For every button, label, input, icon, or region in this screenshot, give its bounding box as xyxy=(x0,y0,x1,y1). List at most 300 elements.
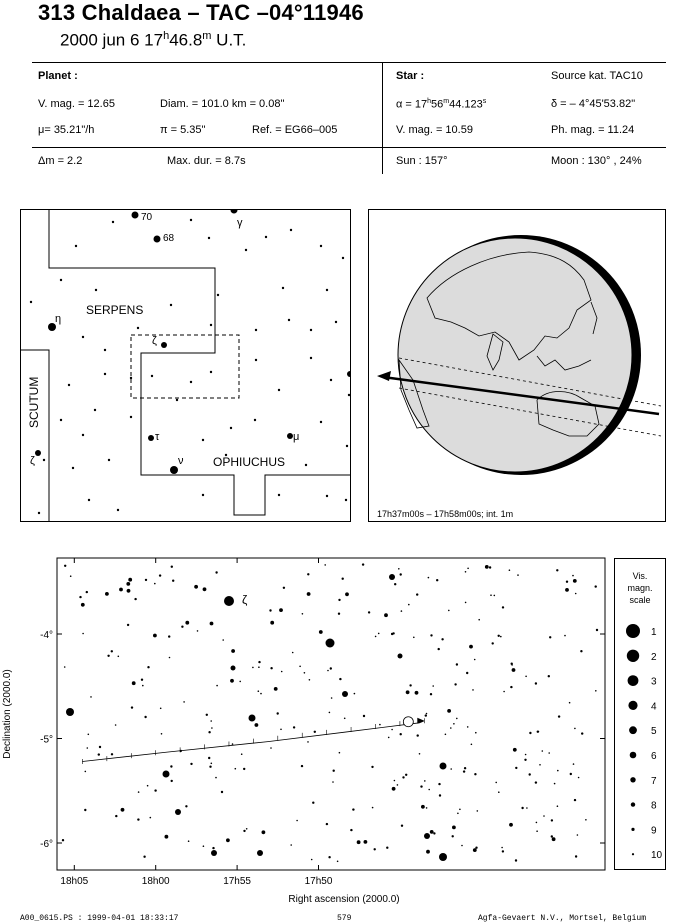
field-star xyxy=(307,741,309,743)
field-star xyxy=(134,598,136,600)
field-star xyxy=(401,610,403,612)
magnitude-label: 5 xyxy=(651,726,657,738)
header-divider xyxy=(382,62,383,174)
field-star xyxy=(111,650,113,652)
field-star xyxy=(144,716,146,718)
finder-star xyxy=(210,371,212,373)
field-star xyxy=(400,573,402,575)
field-star xyxy=(535,682,537,684)
main-chart xyxy=(0,540,608,910)
field-star xyxy=(307,573,309,575)
field-star xyxy=(575,593,577,595)
field-star xyxy=(138,791,140,793)
bright-star xyxy=(389,574,395,580)
bright-star xyxy=(211,850,217,856)
field-star xyxy=(210,622,214,626)
field-star xyxy=(450,768,452,770)
field-star xyxy=(459,809,461,811)
header-top-rule xyxy=(32,62,666,63)
field-star xyxy=(194,585,198,589)
field-star xyxy=(557,770,559,772)
field-star xyxy=(566,581,568,583)
finder-chart-svg xyxy=(21,210,350,521)
field-star xyxy=(465,602,467,604)
field-star xyxy=(260,693,262,695)
field-star xyxy=(425,714,427,716)
finder-star xyxy=(43,459,45,461)
magnitude-dot xyxy=(628,701,637,710)
asteroid-path xyxy=(82,717,424,764)
field-star xyxy=(529,732,531,734)
field-star xyxy=(281,671,283,673)
magnitude-label: 1 xyxy=(651,627,657,638)
field-star xyxy=(210,720,212,722)
star-declination: δ = – 4°45'53.82" xyxy=(551,98,636,110)
field-star xyxy=(401,825,403,827)
field-star xyxy=(428,789,430,791)
field-star xyxy=(457,813,459,815)
field-star xyxy=(215,777,217,779)
field-star xyxy=(62,839,64,841)
field-star xyxy=(511,664,513,666)
field-star xyxy=(438,783,440,785)
planet-parallax: π = 5.35" xyxy=(160,124,206,136)
globe-earth xyxy=(398,238,632,472)
field-star xyxy=(564,635,566,637)
bright-star xyxy=(342,691,348,697)
finder-star xyxy=(208,237,210,239)
finder-star xyxy=(170,304,172,306)
field-star xyxy=(461,845,463,847)
field-star xyxy=(84,809,86,811)
scale-title-2: magn. xyxy=(627,583,653,593)
y-tick-label: -5° xyxy=(40,734,53,746)
field-star xyxy=(169,657,171,659)
field-star xyxy=(296,820,298,822)
field-star xyxy=(345,592,349,596)
field-star xyxy=(426,807,428,809)
field-star xyxy=(388,737,390,739)
magnitude-label: 10 xyxy=(651,850,663,862)
magnitude-label: 6 xyxy=(651,751,657,762)
finder-star xyxy=(230,427,232,429)
field-star xyxy=(111,753,113,755)
finder-stars xyxy=(30,210,350,514)
finder-star xyxy=(132,212,139,219)
field-star xyxy=(465,571,467,573)
field-star xyxy=(490,594,492,596)
page-title: 313 Chaldaea – TAC –04°11946 xyxy=(38,0,364,25)
max-duration: Max. dur. = 8.7s xyxy=(167,155,246,167)
finder-star xyxy=(35,450,41,456)
sun-elongation: Sun : 157° xyxy=(396,155,448,167)
finder-star xyxy=(60,279,62,281)
field-star xyxy=(565,588,569,592)
field-star xyxy=(375,636,377,638)
field-star xyxy=(215,571,217,573)
magnitude-label: 7 xyxy=(651,775,657,787)
field-star xyxy=(368,611,370,613)
footer-page-number: 579 xyxy=(337,914,352,923)
finder-star xyxy=(278,389,280,391)
field-star xyxy=(498,635,500,637)
field-star xyxy=(525,754,527,756)
constellation-ophiuchus: OPHIUCHUS xyxy=(213,455,286,469)
field-star xyxy=(147,666,149,668)
field-star xyxy=(478,619,480,621)
field-star xyxy=(350,829,352,831)
bright-star xyxy=(398,654,403,659)
field-star xyxy=(332,781,334,783)
field-star xyxy=(513,748,517,752)
x-tick-label: 17h55 xyxy=(223,876,252,887)
field-star xyxy=(515,859,517,861)
finder-star xyxy=(112,221,114,223)
field-star xyxy=(415,691,419,695)
field-star xyxy=(105,592,109,596)
field-star xyxy=(453,723,455,725)
field-star xyxy=(319,630,323,634)
field-star xyxy=(498,791,500,793)
main-axes xyxy=(40,558,605,887)
field-star xyxy=(344,718,346,720)
field-star xyxy=(239,681,241,683)
star-heading: Star : xyxy=(396,70,425,82)
field-star xyxy=(159,574,161,576)
field-star xyxy=(430,830,434,834)
magnitude-scale-marks xyxy=(626,624,663,861)
finder-star xyxy=(254,419,256,421)
field-star xyxy=(119,588,123,592)
field-star xyxy=(503,691,505,693)
finder-star xyxy=(265,236,267,238)
field-star xyxy=(454,683,456,685)
field-star xyxy=(127,624,129,626)
field-star xyxy=(190,763,192,765)
field-star xyxy=(475,732,477,734)
field-star xyxy=(543,815,545,817)
field-star xyxy=(226,838,230,842)
finder-star xyxy=(288,319,290,321)
star-label-zeta-ser: ζ xyxy=(30,455,35,467)
field-star xyxy=(307,592,311,596)
field-star xyxy=(489,566,491,568)
field-star xyxy=(430,634,432,636)
field-star xyxy=(464,767,466,769)
finder-star xyxy=(245,249,247,251)
finder-star xyxy=(282,287,284,289)
field-star xyxy=(171,780,173,782)
magnitude-dot xyxy=(627,650,639,662)
field-star xyxy=(371,766,373,768)
bright-star xyxy=(66,708,74,716)
field-star xyxy=(327,670,329,672)
main-chart-frame xyxy=(57,558,605,870)
field-star xyxy=(312,802,314,804)
field-star xyxy=(329,712,331,714)
field-star xyxy=(302,613,304,615)
field-star xyxy=(211,763,213,765)
finder-star xyxy=(190,219,192,221)
finder-star xyxy=(348,394,350,396)
star-label-mu: μ xyxy=(293,431,300,443)
field-star xyxy=(314,731,316,733)
star-label-tau: τ xyxy=(155,431,160,443)
field-star xyxy=(127,589,131,593)
field-star xyxy=(150,817,152,819)
magnitude-dot xyxy=(629,726,637,734)
field-star xyxy=(258,690,260,692)
field-star xyxy=(79,596,81,598)
star-label-zeta-main: ζ xyxy=(242,593,248,607)
field-star xyxy=(374,848,376,850)
field-star xyxy=(115,724,117,726)
field-star xyxy=(143,856,145,858)
path-direction-arrow xyxy=(377,371,391,381)
field-star xyxy=(99,746,101,748)
field-star xyxy=(450,727,452,729)
field-star xyxy=(338,599,340,601)
field-star xyxy=(405,774,407,776)
field-star xyxy=(352,808,354,810)
finder-star xyxy=(88,499,90,501)
bright-star xyxy=(326,639,335,648)
field-star xyxy=(209,766,211,768)
star-label-eta: η xyxy=(55,313,62,325)
magnitude-dot xyxy=(630,752,637,759)
path-arrowhead xyxy=(417,718,424,724)
field-star xyxy=(595,690,597,692)
field-star xyxy=(279,608,283,612)
field-star xyxy=(338,613,340,615)
star-right-ascension: $\alpha = 17^h56^m44.123^s$ xyxy=(396,98,487,111)
field-star xyxy=(165,835,169,839)
field-star xyxy=(413,637,415,639)
finder-star xyxy=(345,499,347,501)
finder-star xyxy=(330,379,332,381)
magnitude-label: 8 xyxy=(651,800,657,812)
field-star xyxy=(222,639,224,641)
constellation-serpens: SERPENS xyxy=(86,303,144,317)
field-star xyxy=(452,835,454,837)
field-star xyxy=(90,696,92,698)
field-star xyxy=(445,734,447,736)
field-star xyxy=(529,773,531,775)
field-star xyxy=(391,729,393,731)
y-tick-label: -4° xyxy=(40,630,53,641)
magnitude-dot xyxy=(631,828,634,831)
field-star xyxy=(362,563,364,565)
field-star xyxy=(573,763,575,765)
field-star xyxy=(525,676,527,678)
field-star xyxy=(183,701,185,703)
field-star xyxy=(471,744,473,746)
field-star xyxy=(64,565,66,567)
field-star xyxy=(330,667,332,669)
field-star xyxy=(408,604,410,606)
star-label-gamma: γ xyxy=(237,217,243,229)
field-star xyxy=(70,575,72,577)
field-star xyxy=(235,768,237,770)
field-star xyxy=(290,844,292,846)
globe-caption: 17h37m00s – 17h58m00s; int. 1m xyxy=(377,509,514,519)
field-star xyxy=(354,693,356,695)
field-star xyxy=(64,666,66,668)
field-star xyxy=(153,634,157,638)
field-star xyxy=(500,636,502,638)
finder-star xyxy=(117,509,119,511)
field-star xyxy=(115,815,117,817)
field-star xyxy=(339,752,341,754)
field-star xyxy=(324,564,326,566)
finder-star xyxy=(310,357,312,359)
bright-star xyxy=(440,763,447,770)
field-star xyxy=(311,859,313,861)
magnitude-dot xyxy=(628,675,639,686)
star-label-nu: ν xyxy=(178,455,184,467)
field-star xyxy=(131,706,133,708)
field-star xyxy=(551,835,553,837)
field-star xyxy=(394,583,396,585)
bright-star xyxy=(439,853,447,861)
field-star xyxy=(551,819,553,821)
field-star xyxy=(477,810,479,812)
field-star xyxy=(270,621,274,625)
field-star xyxy=(441,638,443,640)
finder-star xyxy=(335,321,337,323)
field-star xyxy=(170,765,172,767)
finder-star xyxy=(38,512,40,514)
star-vmag: V. mag. = 10.59 xyxy=(396,124,473,136)
field-star xyxy=(542,750,544,752)
field-star xyxy=(430,693,432,695)
field-star xyxy=(574,799,576,801)
field-star xyxy=(172,580,174,582)
field-star xyxy=(328,856,330,858)
field-star xyxy=(575,855,577,857)
field-star xyxy=(304,672,306,674)
field-star xyxy=(402,776,404,778)
field-star xyxy=(524,759,526,761)
field-star xyxy=(379,724,381,726)
field-star xyxy=(406,690,410,694)
finder-star xyxy=(148,435,154,441)
field-star xyxy=(372,807,374,809)
star-source: Source kat. TAC10 xyxy=(551,70,643,82)
field-star xyxy=(277,712,279,714)
finder-star xyxy=(217,294,219,296)
finder-star xyxy=(305,464,307,466)
field-star xyxy=(132,681,136,685)
field-star xyxy=(232,743,234,745)
field-star xyxy=(293,726,295,728)
field-star xyxy=(428,577,430,579)
field-star xyxy=(419,753,421,755)
field-star xyxy=(87,747,89,749)
field-star xyxy=(185,621,189,625)
finder-star xyxy=(320,245,322,247)
field-star xyxy=(420,785,422,787)
field-star xyxy=(82,633,84,635)
field-star xyxy=(473,848,477,852)
field-star xyxy=(292,652,294,654)
magnitude-dot xyxy=(626,624,640,638)
finder-star xyxy=(255,329,257,331)
header-mid-rule xyxy=(32,147,666,148)
finder-star xyxy=(346,445,348,447)
field-star xyxy=(492,642,494,644)
field-star xyxy=(572,575,574,577)
finder-star xyxy=(60,419,62,421)
magnitude-label: 2 xyxy=(651,651,657,663)
bright-star xyxy=(257,850,263,856)
field-star xyxy=(580,650,582,652)
field-star xyxy=(554,783,556,785)
field-star xyxy=(502,606,504,608)
field-star xyxy=(98,753,100,755)
finder-star xyxy=(95,289,97,291)
field-star xyxy=(536,830,538,832)
finder-star xyxy=(108,459,110,461)
field-star xyxy=(577,834,579,836)
finder-star xyxy=(130,416,132,418)
finder-star xyxy=(104,349,106,351)
field-star xyxy=(548,675,550,677)
scale-title-1: Vis. xyxy=(632,571,648,581)
finder-star xyxy=(255,359,257,361)
field-star xyxy=(145,579,147,581)
finder-star xyxy=(347,371,350,377)
field-star xyxy=(439,794,441,796)
moon-elongation: Moon : 130° , 24% xyxy=(551,155,642,167)
field-star xyxy=(241,753,243,755)
field-star xyxy=(258,666,260,668)
field-star xyxy=(596,629,598,631)
field-star xyxy=(494,595,496,597)
field-star xyxy=(424,780,426,782)
field-star xyxy=(556,569,558,571)
field-star xyxy=(474,773,476,775)
field-star xyxy=(171,566,173,568)
field-star xyxy=(231,649,235,653)
field-star xyxy=(283,587,285,589)
field-star xyxy=(154,789,156,791)
finder-star xyxy=(190,381,192,383)
field-star xyxy=(447,709,451,713)
field-star xyxy=(160,708,162,710)
field-star xyxy=(558,715,560,717)
field-star xyxy=(448,610,450,612)
field-star xyxy=(126,582,130,586)
footer-file-info: A00_0615.PS : 1999-04-01 18:33:17 xyxy=(20,914,179,923)
finder-star xyxy=(310,329,312,331)
field-star xyxy=(515,767,517,769)
field-star xyxy=(521,807,523,809)
finder-star xyxy=(170,466,178,474)
field-star xyxy=(495,782,497,784)
field-star xyxy=(456,663,458,665)
field-star xyxy=(392,787,396,791)
finder-star xyxy=(130,377,132,379)
field-star xyxy=(416,593,418,595)
chart-field-rectangle xyxy=(131,335,239,398)
field-star xyxy=(326,823,328,825)
field-star xyxy=(86,591,88,593)
x-tick-label: 17h50 xyxy=(304,876,333,887)
field-star xyxy=(161,733,163,735)
constellation-scutum: SCUTUM xyxy=(27,376,41,428)
field-star xyxy=(474,659,476,661)
